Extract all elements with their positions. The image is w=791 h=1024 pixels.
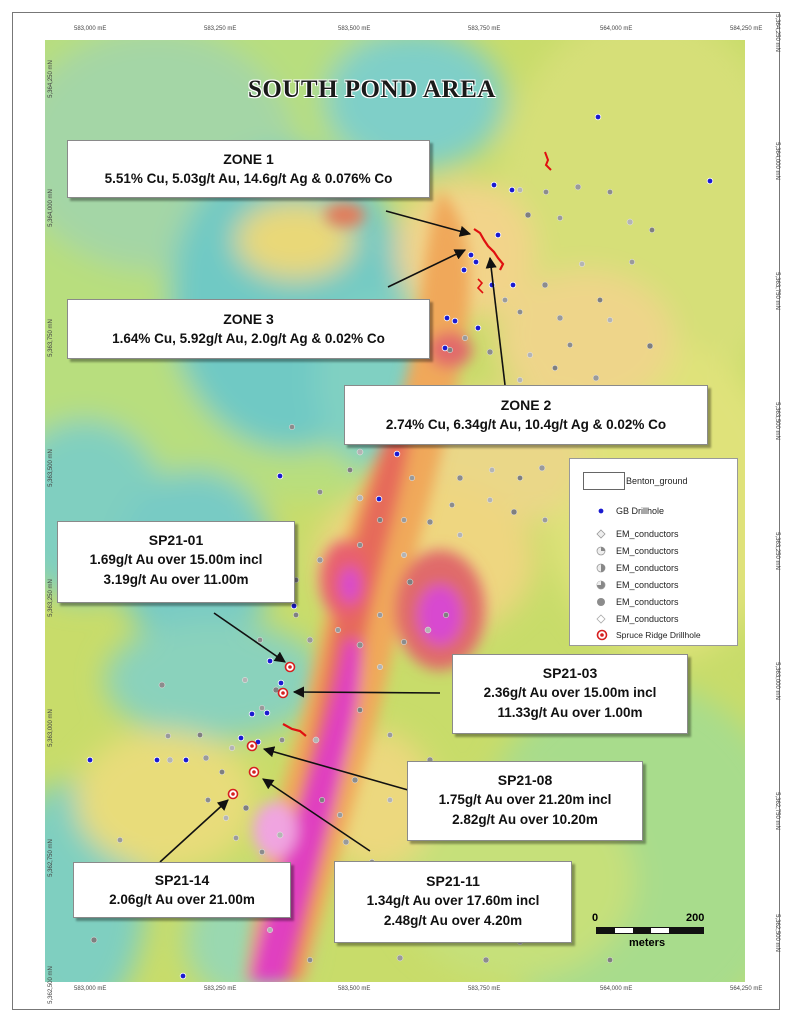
em-conductor-point xyxy=(511,509,517,515)
em-conductor-point xyxy=(357,495,363,501)
em-conductor-point xyxy=(543,189,548,194)
scale-bar xyxy=(592,912,742,956)
em-conductor-point xyxy=(352,777,358,783)
em-conductor-point xyxy=(487,349,493,355)
em-conductor-icon xyxy=(596,546,606,556)
left-tick: 5,364,250 mN xyxy=(47,60,54,98)
em-conductor-point xyxy=(337,812,342,817)
em-conductor-point xyxy=(159,682,165,688)
em-conductor-point xyxy=(205,797,210,802)
sp2101-result: 1.69g/t Au over 15.00m incl xyxy=(89,552,263,567)
em-conductor-point xyxy=(427,519,433,525)
em-conductor-point xyxy=(289,424,294,429)
em-conductor-point xyxy=(243,805,249,811)
em-conductor-point xyxy=(277,832,283,838)
em-conductor-point xyxy=(401,639,406,644)
em-conductor-icon xyxy=(596,580,606,590)
bottom-tick: 564,000 mE xyxy=(600,986,633,992)
legend-label: Benton_ground xyxy=(626,476,688,486)
legend-label: GB Drillhole xyxy=(616,506,665,516)
em-conductor-point xyxy=(542,517,547,522)
em-conductor-point xyxy=(462,335,467,340)
em-conductor-point xyxy=(607,957,612,962)
em-conductor-point xyxy=(357,449,363,455)
em-conductor-point xyxy=(489,467,494,472)
legend-label: EM_conductors xyxy=(616,563,679,573)
em-conductor-point xyxy=(117,837,122,842)
em-conductor-point xyxy=(401,552,406,557)
em-conductor-point xyxy=(517,187,522,192)
em-conductor-point xyxy=(335,627,340,632)
sp2101-callout xyxy=(57,521,295,603)
zone2-arrow xyxy=(490,258,505,385)
em-conductor-point xyxy=(425,627,431,633)
gb-drillhole-point xyxy=(444,315,450,321)
gb-drillhole-point xyxy=(510,282,516,288)
em-conductor-point xyxy=(377,517,382,522)
benton-ground-swatch xyxy=(583,472,625,490)
zone1-title: ZONE 1 xyxy=(223,151,274,167)
em-conductor-point xyxy=(443,612,448,617)
legend-label: EM_conductors xyxy=(616,597,679,607)
gb-drillhole-point xyxy=(442,345,448,351)
sp2108-arrow xyxy=(264,749,408,790)
bottom-tick: 583,250 mE xyxy=(204,986,237,992)
gb-drillhole-point xyxy=(461,267,467,273)
gb-drillhole-point xyxy=(267,658,273,664)
zone1-arrow xyxy=(386,211,470,234)
zone-trace xyxy=(545,152,551,170)
gb-drillhole-point xyxy=(491,182,497,188)
top-tick: 583,250 mE xyxy=(204,26,237,32)
em-conductor-point xyxy=(517,377,522,382)
em-conductor-point xyxy=(313,737,319,743)
sp2101-title: SP21-01 xyxy=(148,532,204,548)
left-tick: 5,363,250 mN xyxy=(47,579,54,617)
em-conductor-point xyxy=(229,745,234,750)
scale-start: 0 xyxy=(592,912,599,924)
em-conductor-point xyxy=(377,612,382,617)
em-conductor-point xyxy=(457,475,463,481)
zone1-callout xyxy=(67,140,430,198)
right-tick: 5,363,250 mN xyxy=(773,532,780,570)
gb-drillhole-point xyxy=(376,496,382,502)
em-conductor-point xyxy=(223,815,228,820)
sp2111-title: SP21-11 xyxy=(426,873,480,889)
em-conductor-point xyxy=(279,737,284,742)
em-conductor-point xyxy=(259,849,264,854)
zone3-arrow xyxy=(388,250,465,287)
em-conductor-point xyxy=(343,839,349,845)
bottom-tick: 583,750 mE xyxy=(468,986,501,992)
em-conductor-point xyxy=(487,497,492,502)
left-tick: 5,364,000 mN xyxy=(47,189,54,227)
gb-drillhole-point xyxy=(452,318,458,324)
legend-label: EM_conductors xyxy=(616,529,679,539)
zone2-title: ZONE 2 xyxy=(500,397,552,413)
top-tick: 584,250 mE xyxy=(730,26,763,32)
zone3-title: ZONE 3 xyxy=(223,311,274,327)
sp2108-callout xyxy=(407,761,643,841)
em-conductor-point xyxy=(307,957,312,962)
em-conductor-point xyxy=(649,227,654,232)
zone1-result: 5.51% Cu, 5.03g/t Au, 14.6g/t Ag & 0.076% Co xyxy=(104,171,393,186)
zone2-callout xyxy=(344,385,708,445)
sp2103-result: 2.36g/t Au over 15.00m incl xyxy=(483,685,657,700)
gb-drillhole-point xyxy=(264,710,270,716)
sp2114-title: SP21-14 xyxy=(154,872,210,888)
gb-drillhole-point xyxy=(473,259,479,265)
right-tick: 5,362,750 mN xyxy=(773,792,780,830)
gb-drillhole-point xyxy=(468,252,474,258)
right-tick: 5,364,250 mN xyxy=(773,14,780,52)
gb-drillhole-point xyxy=(183,757,189,763)
sp2111-result: 1.34g/t Au over 17.60m incl xyxy=(366,893,540,908)
em-conductor-point xyxy=(347,467,352,472)
em-conductor-point xyxy=(407,579,413,585)
map-title: SOUTH POND AREA xyxy=(248,76,496,103)
em-conductor-point xyxy=(449,502,454,507)
em-conductor-point xyxy=(502,297,507,302)
sp2101-arrow xyxy=(214,613,285,662)
gb-drillhole-point xyxy=(87,757,93,763)
sp2114-arrow xyxy=(160,800,228,862)
em-conductor-point xyxy=(259,705,264,710)
gb-drillhole-point xyxy=(495,232,501,238)
em-conductor-icon xyxy=(596,614,606,624)
right-tick: 5,363,000 mN xyxy=(773,662,780,700)
zone3-callout xyxy=(67,299,430,359)
em-conductor-point xyxy=(627,219,633,225)
gb-drillhole-point xyxy=(154,757,160,763)
em-conductor-point xyxy=(165,733,170,738)
sp2108-result-incl: 2.82g/t Au over 10.20m xyxy=(452,812,598,827)
legend-label: EM_conductors xyxy=(616,546,679,556)
em-conductor-point xyxy=(387,797,392,802)
em-conductor-point xyxy=(319,797,324,802)
legend-label: Spruce Ridge Drillhole xyxy=(616,630,701,640)
em-conductor-point xyxy=(317,489,322,494)
em-conductor-point xyxy=(197,732,202,737)
em-conductor-point xyxy=(317,557,323,563)
right-tick: 5,363,750 mN xyxy=(773,272,780,310)
gb-drillhole-point xyxy=(394,451,400,457)
em-conductor-point xyxy=(579,261,584,266)
right-tick: 5,364,000 mN xyxy=(773,142,780,180)
sp2108-title: SP21-08 xyxy=(497,772,553,788)
em-conductor-point xyxy=(357,707,362,712)
em-conductor-point xyxy=(401,517,406,522)
sp2114-result: 2.06g/t Au over 21.00m xyxy=(109,892,255,907)
gb-drillhole-point xyxy=(238,735,244,741)
zone-trace xyxy=(283,724,306,736)
em-conductor-point xyxy=(567,342,572,347)
left-tick: 5,362,750 mN xyxy=(47,839,54,877)
legend-label: EM_conductors xyxy=(616,580,679,590)
em-conductor-point xyxy=(409,475,414,480)
em-conductor-point xyxy=(377,664,382,669)
bottom-tick: 583,500 mE xyxy=(338,986,371,992)
left-tick: 5,363,750 mN xyxy=(47,319,54,357)
sp2108-result: 1.75g/t Au over 21.20m incl xyxy=(438,792,612,807)
sp2111-result-incl: 2.48g/t Au over 4.20m xyxy=(383,913,523,928)
em-conductor-point xyxy=(517,309,522,314)
sp2103-arrow xyxy=(294,692,440,693)
sp2103-callout xyxy=(452,654,688,734)
sp2114-callout xyxy=(73,862,291,918)
gb-drillhole-point xyxy=(509,187,515,193)
em-conductor-icon xyxy=(596,597,606,607)
gb-drillhole-point xyxy=(707,178,713,184)
em-conductor-point xyxy=(457,532,462,537)
scale-end: 200 xyxy=(686,912,705,924)
em-conductor-icon xyxy=(596,563,606,573)
sp2103-title: SP21-03 xyxy=(542,665,598,681)
em-conductor-point xyxy=(593,375,599,381)
em-conductor-point xyxy=(542,282,548,288)
gb-drillhole-point xyxy=(249,711,255,717)
left-tick: 5,363,500 mN xyxy=(47,449,54,487)
em-conductor-point xyxy=(607,189,612,194)
zone2-result: 2.74% Cu, 6.34g/t Au, 10.4g/t Ag & 0.02% Co xyxy=(385,417,667,432)
em-conductor-point xyxy=(357,642,363,648)
gb-drillhole-point xyxy=(291,603,297,609)
em-conductor-point xyxy=(525,212,531,218)
scale-unit: meters xyxy=(629,937,666,949)
em-conductor-point xyxy=(203,755,209,761)
em-conductor-point xyxy=(387,732,392,737)
sp2103-result-incl: 11.33g/t Au over 1.00m xyxy=(497,705,643,720)
top-tick: 564,000 mE xyxy=(600,26,633,32)
zone3-result: 1.64% Cu, 5.92g/t Au, 2.0g/t Ag & 0.02% Co xyxy=(112,331,385,346)
sp2111-callout xyxy=(334,861,572,943)
sp2101-result-incl: 3.19g/t Au over 11.00m xyxy=(103,572,249,587)
gb-drillhole-point xyxy=(277,473,283,479)
gb-drillhole-point xyxy=(595,114,601,120)
em-conductor-point xyxy=(607,317,612,322)
em-conductor-point xyxy=(647,343,653,349)
spruce-ridge-drillhole xyxy=(229,663,295,799)
top-tick: 583,500 mE xyxy=(338,26,371,32)
em-conductor-point xyxy=(629,259,634,264)
legend-label: EM_conductors xyxy=(616,614,679,624)
zone-trace xyxy=(478,279,483,293)
em-conductor-point xyxy=(527,352,532,357)
left-tick: 5,363,000 mN xyxy=(47,709,54,747)
em-conductor-point xyxy=(242,677,247,682)
em-conductor-point xyxy=(557,315,563,321)
right-tick: 5,362,500 mN xyxy=(773,914,780,952)
em-conductor-point xyxy=(357,542,362,547)
left-tick: 5,362,500 mN xyxy=(47,966,54,1004)
gb-drillhole-icon xyxy=(596,506,606,516)
right-tick: 5,363,500 mN xyxy=(773,402,780,440)
em-conductor-point xyxy=(539,465,545,471)
em-conductor-point xyxy=(483,957,489,963)
em-conductor-icon xyxy=(596,529,606,539)
sp2111-arrow xyxy=(263,779,370,851)
bottom-tick: 564,250 mE xyxy=(730,986,763,992)
gb-drillhole-point xyxy=(180,973,186,979)
gb-drillhole-point xyxy=(475,325,481,331)
spruce-ridge-drillhole-icon xyxy=(596,629,608,641)
em-conductor-point xyxy=(293,612,298,617)
em-conductor-point xyxy=(219,769,224,774)
top-tick: 583,000 mE xyxy=(74,26,107,32)
em-conductor-point xyxy=(597,297,602,302)
bottom-tick: 583,000 mE xyxy=(74,986,107,992)
em-conductor-point xyxy=(307,637,313,643)
em-conductor-point xyxy=(167,757,173,763)
em-conductor-point xyxy=(257,637,262,642)
em-conductor-point xyxy=(91,937,97,943)
em-conductor-point xyxy=(397,955,403,961)
em-conductor-point xyxy=(517,475,522,480)
em-conductor-point xyxy=(557,215,562,220)
map-legend xyxy=(569,458,738,646)
em-conductor-point xyxy=(575,184,581,190)
gb-drillhole-point xyxy=(278,680,284,686)
em-conductor-point xyxy=(552,365,557,370)
em-conductor-point xyxy=(267,927,272,932)
top-tick: 583,750 mE xyxy=(468,26,501,32)
em-conductor-point xyxy=(233,835,238,840)
